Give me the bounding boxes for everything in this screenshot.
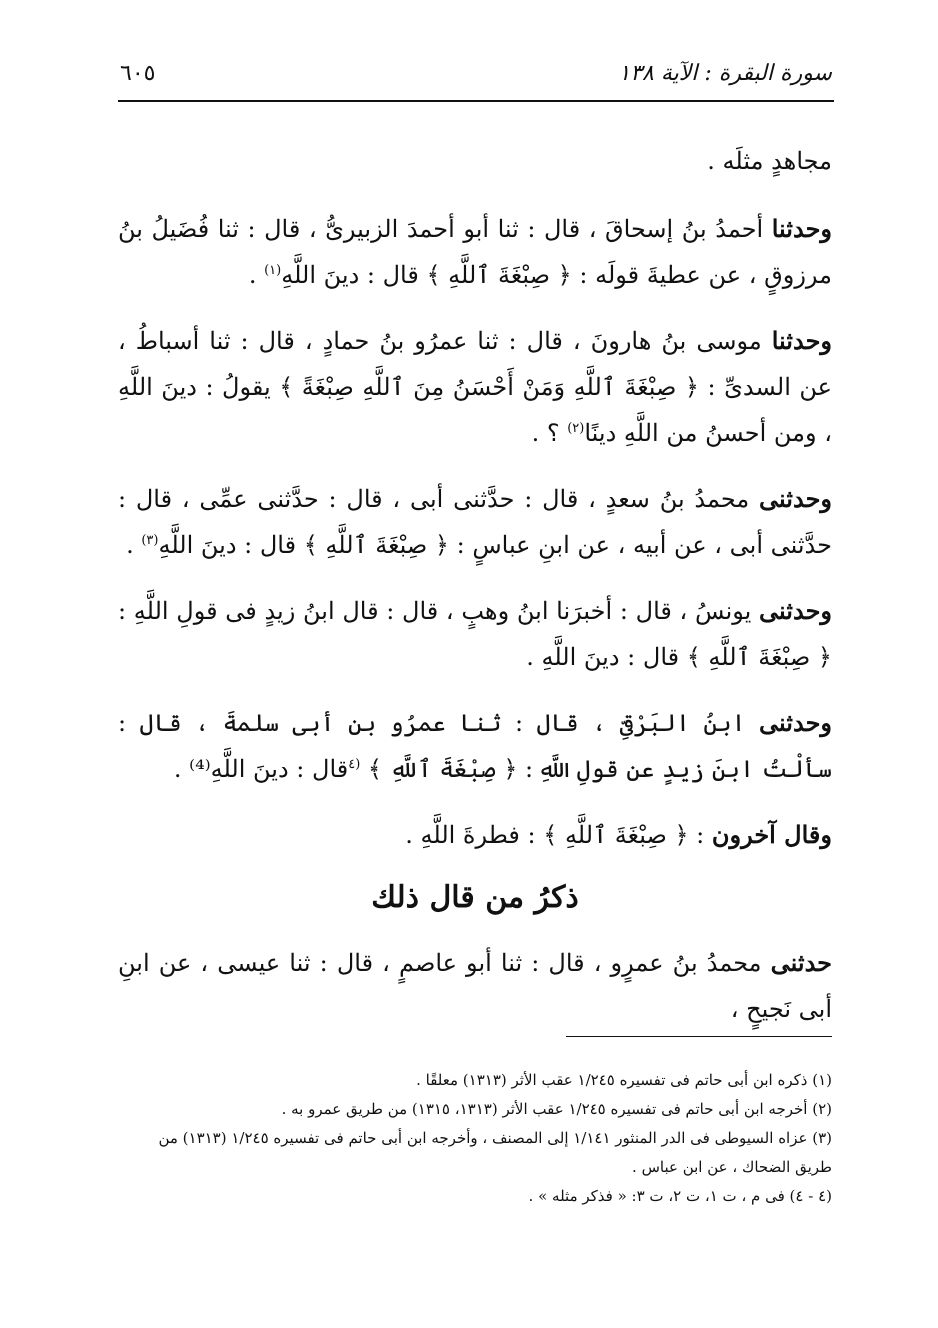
narration-lead: حدثنى bbox=[770, 948, 832, 977]
paragraph-text: محمدُ بنُ عمرٍو ، قال : ثنا أبو عاصمٍ ، قال : ثنا عيسى ، عن ابنِ أبى نَجيحٍ ، bbox=[118, 949, 832, 1023]
paragraph bbox=[118, 318, 832, 456]
paragraph-text: يونسُ ، قال : أخبرَنا ابنُ وهبٍ ، قال : قال ابنُ زيدٍ فى قولِ اللَّهِ : ﴿ صِبْغَةَ ٱللَّهِ ﴾ قال : دينَ اللَّهِ . bbox=[118, 597, 832, 671]
paragraph-tail: . bbox=[126, 531, 142, 559]
paragraph-tail: . bbox=[248, 261, 265, 289]
paragraph bbox=[118, 206, 832, 298]
paragraph bbox=[118, 812, 832, 858]
paragraph-text: ابنُ البَرْقىِّ ، قال : ثنا عمرُو بن أبى سلمةَ ، قال : سألْتُ ابنَ زيدٍ عن قولِ اللَّهِ : ﴿ صِبْغَةَ ٱللَّهِ ﴾ bbox=[118, 709, 832, 783]
footnote-marker: (١) bbox=[264, 263, 282, 278]
footnote-divider bbox=[566, 1036, 832, 1037]
section-heading: ذكرُ من قال ذلك bbox=[371, 880, 579, 915]
footnote: (٤ - ٤) فى م ، ت ١، ت ٢، ت ٣: « فذكر مثله » . bbox=[528, 1187, 832, 1205]
footnote-marker: (٢) bbox=[567, 421, 585, 436]
paragraph-tail: قال : دينَ اللَّهِ⁽⁴⁾ . bbox=[173, 755, 349, 783]
paragraph bbox=[118, 700, 832, 792]
footnote: (٢) أخرجه ابن أبى حاتم فى تفسيره ١/٢٤٥ عقب الأثر (١٣١٣، ١٣١٥) من طريق عمرو به . bbox=[281, 1100, 832, 1118]
narration-lead: وقال آخرون bbox=[711, 820, 832, 849]
paragraph-text: أحمدُ بنُ إسحاقَ ، قال : ثنا أبو أحمدَ الزبيرىُّ ، قال : ثنا فُضَيلُ بنُ مرزوقٍ ، عن عطيةَ قولَه : ﴿ صِبْغَةَ ٱللَّهِ ﴾ قال : دينَ اللَّهِ bbox=[118, 215, 832, 289]
paragraph-text: محمدُ بنُ سعدٍ ، قال : حدَّثنى أبى ، قال : حدَّثنى عمِّى ، قال : حدَّثنى أبى ، عن أبيه ، عن ابنِ عباسٍ : ﴿ صِبْغَةَ ٱللَّهِ ﴾ قال : دينَ اللَّهِ bbox=[118, 485, 832, 559]
footnote: (١) ذكره ابن أبى حاتم فى تفسيره ١/٢٤٥ عقب الأثر (١٣١٣) معلقًا . bbox=[416, 1071, 832, 1089]
footnote-marker: (٣) bbox=[141, 533, 159, 548]
running-title: سورة البقرة : الآية ١٣٨ bbox=[618, 60, 832, 86]
footnotes bbox=[118, 1066, 832, 1211]
paragraph bbox=[118, 476, 832, 568]
footnote-marker: (٤ bbox=[348, 757, 361, 772]
paragraph-text: موسى بنُ هارونَ ، قال : ثنا عمرُو بنُ حمادٍ ، قال : ثنا أسباطُ ، عن السدىِّ : ﴿ صِبْغَةَ ٱللَّهِ وَمَنْ أَحْسَنُ مِنَ ٱللَّهِ صِبْغَةً ﴾ يقولُ : دينَ اللَّهِ ، ومن أحسنُ من اللَّهِ دينًا bbox=[118, 327, 832, 447]
footnote: (٣) عزاه السيوطى فى الدر المنثور ١/١٤١ إلى المصنف ، وأخرجه ابن أبى حاتم فى تفسيره ١/٢٤٥ (١٣١٣) من طريق الضحاك ، عن ابن عباس . bbox=[158, 1129, 832, 1176]
narration-lead: وحدثنا bbox=[771, 214, 832, 243]
narration-lead: وحدثنى bbox=[759, 484, 832, 513]
paragraph bbox=[118, 138, 832, 184]
page-header bbox=[120, 52, 832, 94]
main-text bbox=[118, 138, 832, 878]
paragraph bbox=[118, 940, 832, 1032]
paragraph bbox=[118, 588, 832, 680]
header-divider bbox=[118, 100, 834, 102]
narration-lead: وحدثنا bbox=[771, 326, 832, 355]
page-number: ٦٠٥ bbox=[120, 60, 156, 86]
paragraph-text: : ﴿ صِبْغَةَ ٱللَّهِ ﴾ : فطرةَ اللَّهِ . bbox=[405, 821, 712, 849]
narration-lead: وحدثنى bbox=[759, 708, 832, 737]
paragraph-text: مجاهدٍ مثلَه . bbox=[707, 147, 832, 175]
narration-lead: وحدثنى bbox=[759, 596, 832, 625]
paragraph-tail: ؟ . bbox=[531, 419, 568, 447]
